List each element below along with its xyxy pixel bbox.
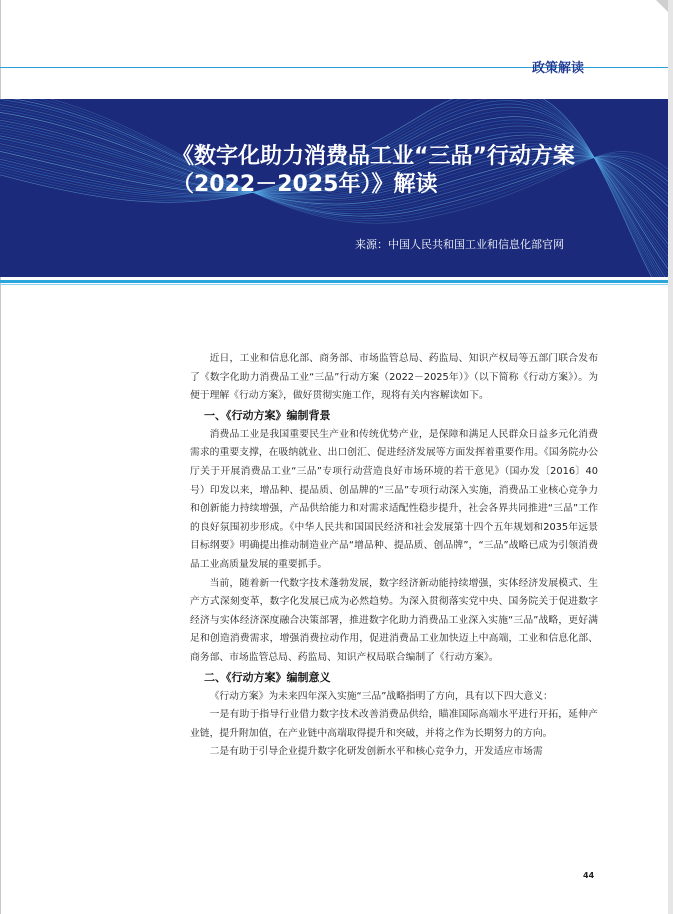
article-body: [190, 350, 598, 762]
section-tag: 政策解读: [532, 61, 585, 76]
section-heading-1: 一、《行动方案》编制背景: [204, 408, 331, 422]
paragraph-significance-1: 一是有助于指导行业借力数字技术改善消费品供给，瞄准国际高端水平进行开拓，延伸产业链，提升附加值，在产业链中高端取得提升和突破，并将之作为长期努力的方向。: [190, 709, 598, 739]
page-corner-fold: [656, 0, 668, 12]
paragraph-significance-2: 二是有助于引导企业提升数字化研发创新水平和核心竞争力，开发适应市场需: [209, 746, 543, 758]
title-line-1: 《数字化助力消费品工业“三品”行动方案: [172, 144, 575, 169]
paragraph-background-2: 当前，随着新一代数字技术蓬勃发展，数字经济新动能持续增强，实体经济发展模式、生产方式深刻变革，数字化发展已成为必然趋势。为深入贯彻落实党中央、国务院关于促进数字经济与实体经济深度融合决策部署，推进数字化助力消费品工业深入实施“三品”战略，更好满足和创造消费需求，增强消费拉动作用，促进消费品工业加快迈上中高端，工业和信息化部、商务部、市场监管总局、药监局、知识产权局联合编制了《行动方案》。: [190, 577, 598, 663]
section-heading-2: 二、《行动方案》编制意义: [204, 670, 331, 684]
title-line-2: （2022－2025年）》解读: [172, 172, 438, 197]
accent-stripe: [0, 280, 668, 283]
paragraph-background-1: 消费品工业是我国重要民生产业和传统优势产业，是保障和满足人民群众日益多元化消费需求的重要支撑，在吸纳就业、出口创汇、促进经济发展等方面发挥着重要作用。《国务院办公厅关于开展消费品工业“三品”专项行动营造良好市场环境的若干意见》（国办发〔2016〕40号）印发以来，增品种、提品质、创品牌的“三品”专项行动深入实施，消费品工业核心竞争力和创新能力持续增强，产品供给能力和对需求适配性稳步提升，社会各界共同推进“三品”工作的良好氛围初步形成。《中华人民共和国国民经济和社会发展第十四个五年规划和2035年远景目标纲要》明确提出推动制造业产品“增品种、提品质、创品牌”，“三品”战略已成为引领消费品工业高质量发展的重要抓手。: [190, 428, 598, 570]
page-number: 44: [583, 871, 595, 880]
accent-stripe-thin: [0, 284, 668, 285]
intro-paragraph: 近日，工业和信息化部、商务部、市场监管总局、药监局、知识产权局等五部门联合发布了《数字化助力消费品工业“三品”行动方案（2022－2025年）》（以下简称《行动方案》）。为便于理解《行动方案》，做好贯彻实施工作，现将有关内容解读如下。: [190, 353, 598, 402]
article-title: [172, 143, 642, 199]
paragraph-significance-intro: 《行动方案》为未来四年深入实施“三品”战略指明了方向，具有以下四大意义：: [209, 690, 553, 702]
page-right-edge: [668, 0, 673, 914]
source-credit: 来源：中国人民共和国工业和信息化部官网: [355, 238, 564, 251]
